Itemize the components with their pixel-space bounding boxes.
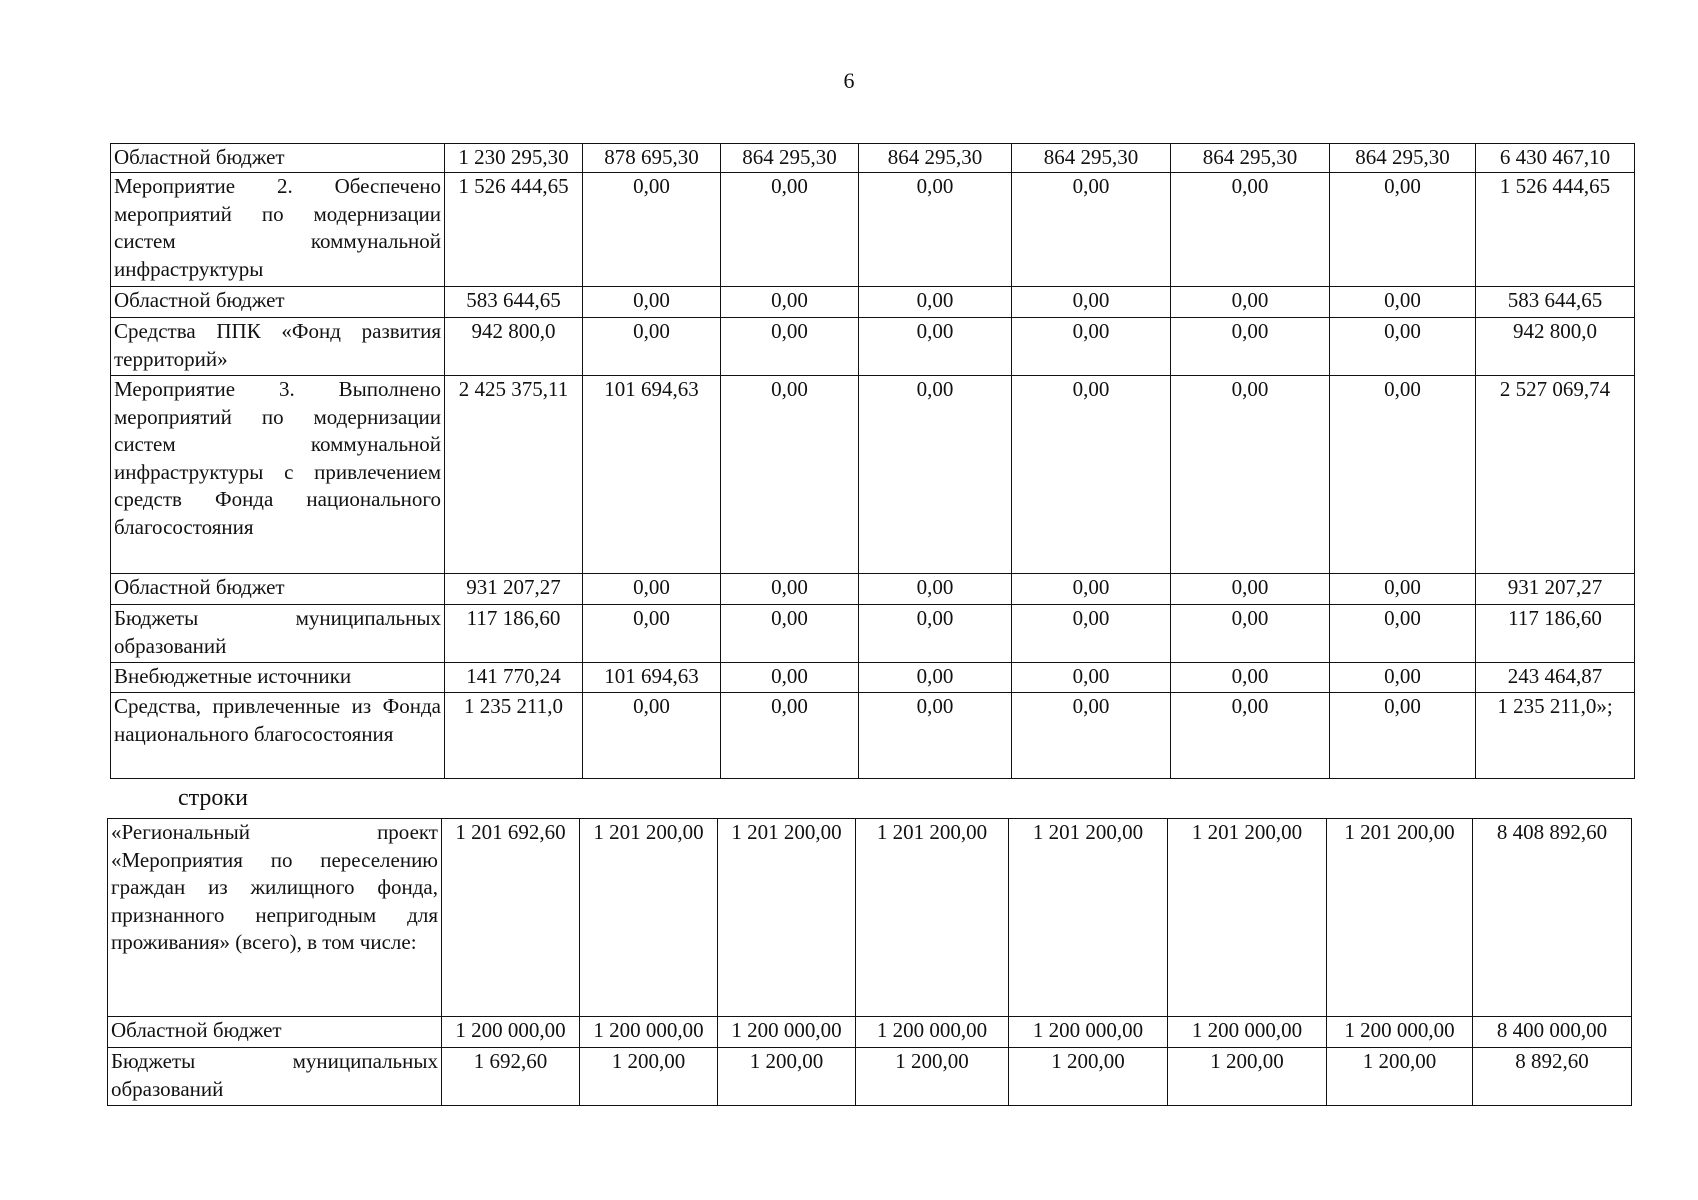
cell-value: 864 295,30 <box>1171 144 1330 173</box>
cell-value: 0,00 <box>1171 318 1330 376</box>
row-label: Областной бюджет <box>111 574 445 605</box>
table-row <box>111 574 1635 605</box>
cell-value: 0,00 <box>1330 376 1476 574</box>
row-label: «Региональный проект «Мероприятия по переселению граждан из жилищного фонда, признанного непригодным для проживания» (всего), в том числе: <box>108 819 442 1017</box>
cell-value: 0,00 <box>1171 693 1330 779</box>
cell-value: 1 201 692,60 <box>442 819 580 1017</box>
cell-value: 0,00 <box>1330 287 1476 318</box>
cell-value: 864 295,30 <box>1330 144 1476 173</box>
cell-value: 0,00 <box>1012 693 1171 779</box>
cell-value: 0,00 <box>1012 376 1171 574</box>
cell-value: 1 230 295,30 <box>445 144 583 173</box>
cell-value: 1 200,00 <box>1168 1048 1327 1106</box>
cell-value: 1 200 000,00 <box>1327 1017 1473 1048</box>
cell-value: 0,00 <box>721 376 859 574</box>
table-row <box>108 1048 1632 1106</box>
cell-value: 0,00 <box>583 605 721 663</box>
cell-value: 0,00 <box>583 173 721 287</box>
row-label: Бюджеты муниципальных образований <box>111 605 445 663</box>
table-row <box>111 376 1635 574</box>
row-total: 8 400 000,00 <box>1473 1017 1632 1048</box>
cell-value: 1 200,00 <box>718 1048 856 1106</box>
cell-value: 878 695,30 <box>583 144 721 173</box>
cell-value: 1 200 000,00 <box>580 1017 718 1048</box>
row-label: Областной бюджет <box>111 144 445 173</box>
table-row <box>111 663 1635 693</box>
cell-value: 1 200,00 <box>1327 1048 1473 1106</box>
row-label: Бюджеты муниципальных образований <box>108 1048 442 1106</box>
cell-value: 1 526 444,65 <box>445 173 583 287</box>
cell-value: 931 207,27 <box>445 574 583 605</box>
cell-value: 1 200 000,00 <box>718 1017 856 1048</box>
row-total: 1 526 444,65 <box>1476 173 1635 287</box>
cell-value: 0,00 <box>1330 693 1476 779</box>
row-total: 942 800,0 <box>1476 318 1635 376</box>
cell-value: 0,00 <box>1171 605 1330 663</box>
cell-value: 0,00 <box>721 663 859 693</box>
cell-value: 141 770,24 <box>445 663 583 693</box>
cell-value: 583 644,65 <box>445 287 583 318</box>
cell-value: 0,00 <box>1171 574 1330 605</box>
cell-value: 0,00 <box>859 318 1012 376</box>
cell-value: 1 200,00 <box>1009 1048 1168 1106</box>
cell-value: 1 201 200,00 <box>856 819 1009 1017</box>
cell-value: 0,00 <box>1330 663 1476 693</box>
cell-value: 0,00 <box>721 318 859 376</box>
row-total: 6 430 467,10 <box>1476 144 1635 173</box>
cell-value: 0,00 <box>583 693 721 779</box>
row-label: Средства, привлеченные из Фонда национального благосостояния <box>111 693 445 779</box>
cell-value: 1 201 200,00 <box>580 819 718 1017</box>
table-row <box>111 287 1635 318</box>
cell-value: 864 295,30 <box>721 144 859 173</box>
cell-value: 0,00 <box>1012 605 1171 663</box>
cell-value: 0,00 <box>1171 376 1330 574</box>
cell-value: 1 201 200,00 <box>718 819 856 1017</box>
table-row <box>108 819 1632 1017</box>
cell-value: 0,00 <box>721 287 859 318</box>
budget-table-regional-project <box>107 818 1632 1106</box>
cell-value: 1 201 200,00 <box>1009 819 1168 1017</box>
cell-value: 0,00 <box>1171 663 1330 693</box>
cell-value: 0,00 <box>1330 318 1476 376</box>
cell-value: 2 425 375,11 <box>445 376 583 574</box>
cell-value: 0,00 <box>721 605 859 663</box>
cell-value: 1 201 200,00 <box>1168 819 1327 1017</box>
cell-value: 0,00 <box>859 693 1012 779</box>
table-row <box>111 144 1635 173</box>
cell-value: 1 200 000,00 <box>1009 1017 1168 1048</box>
table-row <box>111 605 1635 663</box>
cell-value: 0,00 <box>721 574 859 605</box>
cell-value: 0,00 <box>721 693 859 779</box>
cell-value: 0,00 <box>583 287 721 318</box>
cell-value: 0,00 <box>859 173 1012 287</box>
cell-value: 0,00 <box>583 574 721 605</box>
row-total: 931 207,27 <box>1476 574 1635 605</box>
cell-value: 117 186,60 <box>445 605 583 663</box>
cell-value: 1 235 211,0 <box>445 693 583 779</box>
table-row <box>108 1017 1632 1048</box>
table-row <box>111 318 1635 376</box>
row-label: Областной бюджет <box>108 1017 442 1048</box>
cell-value: 0,00 <box>1012 318 1171 376</box>
row-label: Внебюджетные источники <box>111 663 445 693</box>
cell-value: 864 295,30 <box>859 144 1012 173</box>
cell-value: 0,00 <box>1330 173 1476 287</box>
cell-value: 0,00 <box>1012 173 1171 287</box>
cell-value: 0,00 <box>1012 574 1171 605</box>
cell-value: 101 694,63 <box>583 376 721 574</box>
cell-value: 1 201 200,00 <box>1327 819 1473 1017</box>
cell-value: 0,00 <box>859 376 1012 574</box>
table-row <box>111 173 1635 287</box>
row-total: 8 408 892,60 <box>1473 819 1632 1017</box>
cell-value: 0,00 <box>859 605 1012 663</box>
row-total: 583 644,65 <box>1476 287 1635 318</box>
cell-value: 0,00 <box>859 574 1012 605</box>
table-row <box>111 693 1635 779</box>
cell-value: 942 800,0 <box>445 318 583 376</box>
page-number: 6 <box>843 68 855 93</box>
row-label: Областной бюджет <box>111 287 445 318</box>
cell-value: 864 295,30 <box>1012 144 1171 173</box>
row-total: 243 464,87 <box>1476 663 1635 693</box>
cell-value: 0,00 <box>1330 574 1476 605</box>
cell-value: 0,00 <box>1012 663 1171 693</box>
cell-value: 1 200 000,00 <box>856 1017 1009 1048</box>
cell-value: 1 200 000,00 <box>1168 1017 1327 1048</box>
cell-value: 101 694,63 <box>583 663 721 693</box>
cell-value: 1 200,00 <box>580 1048 718 1106</box>
cell-value: 0,00 <box>1012 287 1171 318</box>
row-total: 117 186,60 <box>1476 605 1635 663</box>
row-total: 8 892,60 <box>1473 1048 1632 1106</box>
cell-value: 1 200,00 <box>856 1048 1009 1106</box>
cell-value: 1 692,60 <box>442 1048 580 1106</box>
cell-value: 0,00 <box>859 663 1012 693</box>
cell-value: 0,00 <box>859 287 1012 318</box>
row-label: Мероприятие 3. Выполнено мероприятий по модернизации систем коммунальной инфраструктуры с привлечением средств Фонда национального благосостояния <box>111 376 445 574</box>
cell-value: 0,00 <box>1171 287 1330 318</box>
row-label: Средства ППК «Фонд развития территорий» <box>111 318 445 376</box>
row-total: 1 235 211,0»; <box>1476 693 1635 779</box>
cell-value: 0,00 <box>583 318 721 376</box>
budget-table-activities <box>110 143 1635 779</box>
row-label: Мероприятие 2. Обеспечено мероприятий по модернизации систем коммунальной инфраструктуры <box>111 173 445 287</box>
cell-value: 0,00 <box>1330 605 1476 663</box>
cell-value: 0,00 <box>721 173 859 287</box>
row-total: 2 527 069,74 <box>1476 376 1635 574</box>
cell-value: 1 200 000,00 <box>442 1017 580 1048</box>
cell-value: 0,00 <box>1171 173 1330 287</box>
separator-label: строки <box>178 785 248 811</box>
